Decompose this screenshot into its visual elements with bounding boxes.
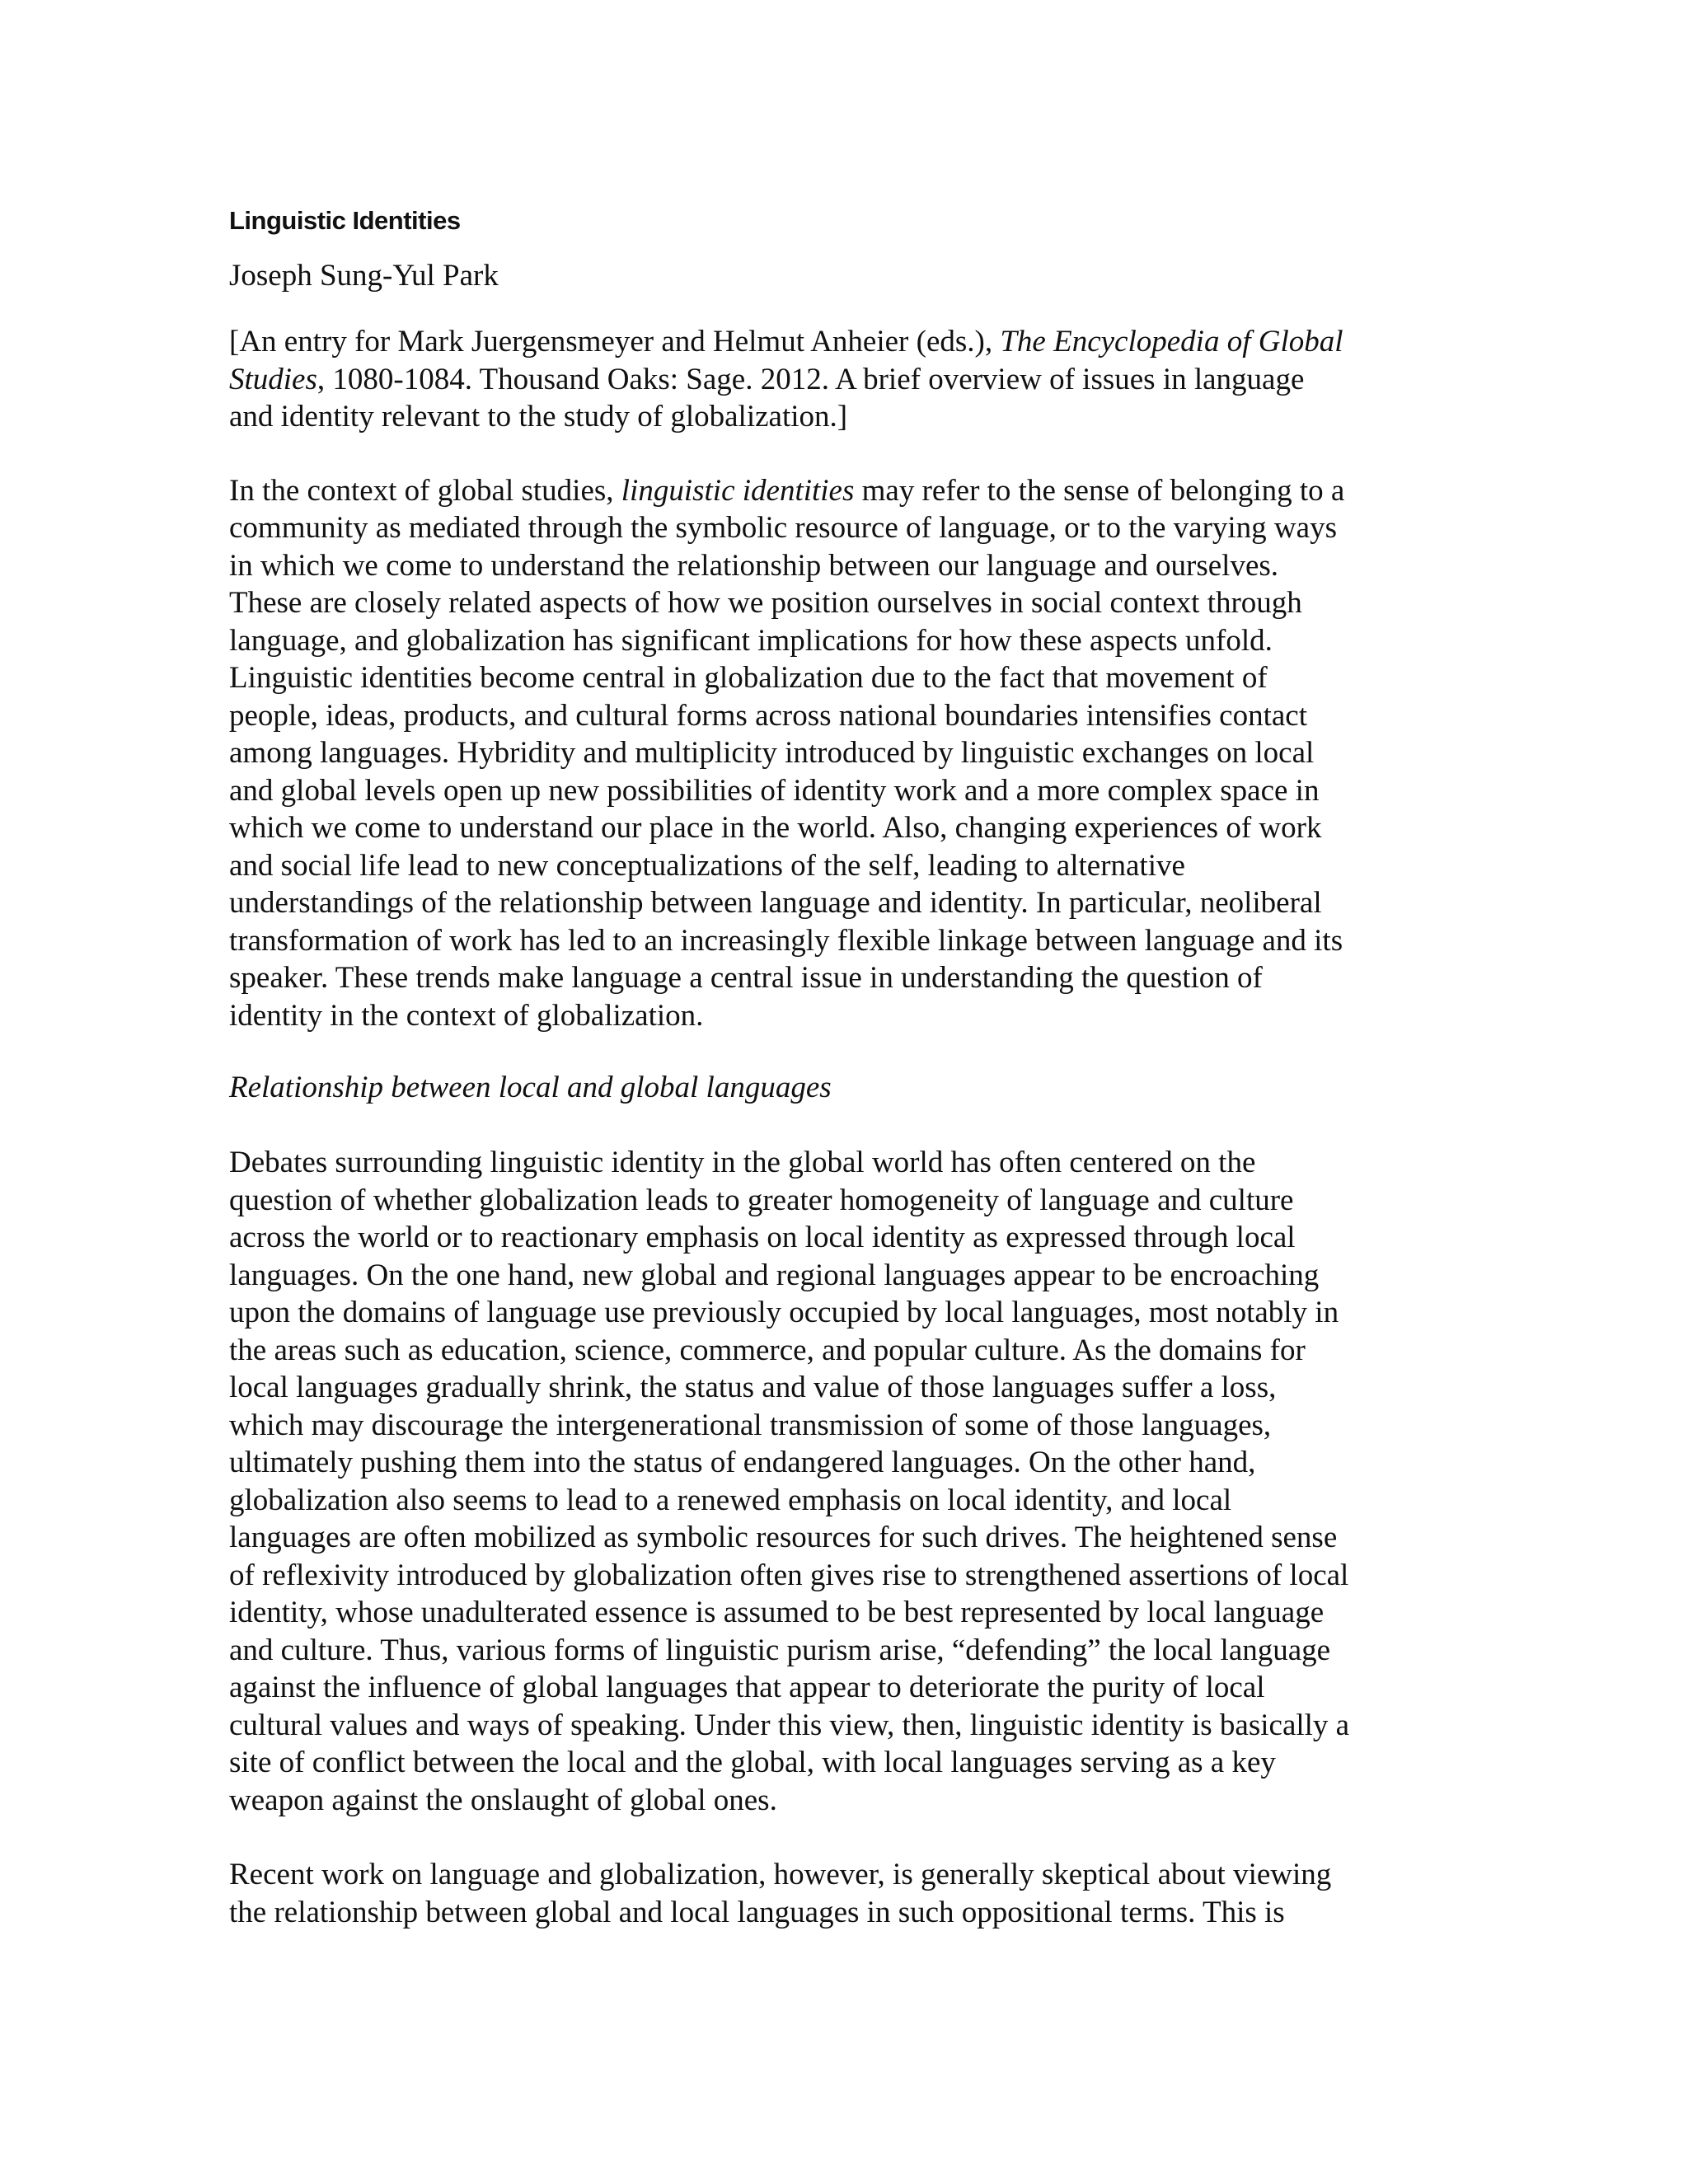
paragraph-line: cultural values and ways of speaking. Under this view, then, linguistic identity is basically a <box>229 1708 1350 1742</box>
paragraph-line: and social life lead to new conceptualizations of the self, leading to alternative <box>229 848 1185 883</box>
paragraph-line: ultimately pushing them into the status of endangered languages. On the other hand, <box>229 1446 1256 1479</box>
citation-line <box>229 361 1465 399</box>
paragraph-line <box>229 472 1465 510</box>
paragraph-line: and global levels open up new possibilities of identity work and a more complex space in <box>229 773 1320 808</box>
intro-paragraph <box>229 472 1465 1035</box>
paragraph-line: speaker. These trends make language a central issue in understanding the question of <box>229 961 1263 995</box>
citation-text: , 1080-1084. Thousand Oaks: Sage. 2012. A brief overview of issues in language <box>316 362 1305 396</box>
author-name: Joseph Sung-Yul Park <box>229 259 499 293</box>
paragraph-line: against the influence of global languages that appear to deteriorate the purity of local <box>229 1671 1265 1704</box>
paragraph-text: may refer to the sense of belonging to a <box>854 473 1345 508</box>
paragraph-line: question of whether globalization leads to greater homogeneity of language and culture <box>229 1183 1294 1217</box>
paragraph-line: transformation of work has led to an increasingly flexible linkage between language and its <box>229 923 1343 958</box>
paragraph-line: people, ideas, products, and cultural forms across national boundaries intensifies contact <box>229 698 1307 733</box>
citation-book-title: The Encyclopedia of Global <box>1000 325 1343 359</box>
document-title: Linguistic Identities <box>229 206 461 235</box>
citation-line: and identity relevant to the study of globalization.] <box>229 400 848 434</box>
paragraph-line: of reflexivity introduced by globalization often gives rise to strengthened assertions of local <box>229 1558 1349 1592</box>
paragraph-line: community as mediated through the symbolic resource of language, or to the varying ways <box>229 511 1337 545</box>
paragraph-line: which we come to understand our place in the world. Also, changing experiences of work <box>229 811 1322 845</box>
paragraph-line: identity, whose unadulterated essence is assumed to be best represented by local language <box>229 1596 1325 1629</box>
document-content <box>229 190 1465 1931</box>
paragraph-line: among languages. Hybridity and multiplicity introduced by linguistic exchanges on local <box>229 736 1315 770</box>
paragraph-line: site of conflict between the local and the global, with local languages serving as a key <box>229 1746 1276 1779</box>
paragraph-line: Debates surrounding linguistic identity in the global world has often centered on the <box>229 1146 1256 1179</box>
paragraph-line: weapon against the onslaught of global ones. <box>229 1783 777 1817</box>
citation-book-title: Studies <box>229 362 317 396</box>
paragraph-line: These are closely related aspects of how we position ourselves in social context through <box>229 586 1302 620</box>
citation-note <box>229 323 1465 436</box>
emphasized-term: linguistic identities <box>621 473 855 508</box>
citation-text: [An entry for Mark Juergensmeyer and Helmut Anheier (eds.), <box>229 325 1001 359</box>
paragraph-line: language, and globalization has significant implications for how these aspects unfold. <box>229 623 1273 658</box>
citation-line <box>229 323 1465 361</box>
paragraph-line: understandings of the relationship between language and identity. In particular, neoliberal <box>229 886 1322 920</box>
paragraph-line: languages. On the one hand, new global and regional languages appear to be encroaching <box>229 1258 1320 1292</box>
paragraph-line: Linguistic identities become central in globalization due to the fact that movement of <box>229 661 1268 695</box>
paragraph-line: identity in the context of globalization. <box>229 998 704 1033</box>
section-subheading: Relationship between local and global languages <box>229 1071 832 1104</box>
body-paragraph <box>229 1144 1465 1819</box>
paragraph-line: the areas such as education, science, commerce, and popular culture. As the domains for <box>229 1333 1306 1367</box>
paragraph-line: globalization also seems to lead to a renewed emphasis on local identity, and local <box>229 1483 1232 1517</box>
paragraph-line: across the world or to reactionary emphasis on local identity as expressed through local <box>229 1221 1296 1254</box>
body-paragraph <box>229 1856 1465 1931</box>
paragraph-text: In the context of global studies, <box>229 473 621 508</box>
paragraph-line: Recent work on language and globalization, however, is generally skeptical about viewing <box>229 1858 1332 1891</box>
paragraph-line: which may discourage the intergenerational transmission of some of those languages, <box>229 1408 1272 1442</box>
paragraph-line: the relationship between global and local languages in such oppositional terms. This is <box>229 1895 1285 1929</box>
paragraph-line: upon the domains of language use previously occupied by local languages, most notably in <box>229 1296 1339 1329</box>
paragraph-line: local languages gradually shrink, the status and value of those languages suffer a loss, <box>229 1371 1277 1404</box>
paragraph-line: in which we come to understand the relationship between our language and ourselves. <box>229 548 1279 583</box>
paragraph-line: languages are often mobilized as symbolic resources for such drives. The heightened sense <box>229 1521 1338 1554</box>
paragraph-line: and culture. Thus, various forms of linguistic purism arise, “defending” the local language <box>229 1633 1331 1667</box>
